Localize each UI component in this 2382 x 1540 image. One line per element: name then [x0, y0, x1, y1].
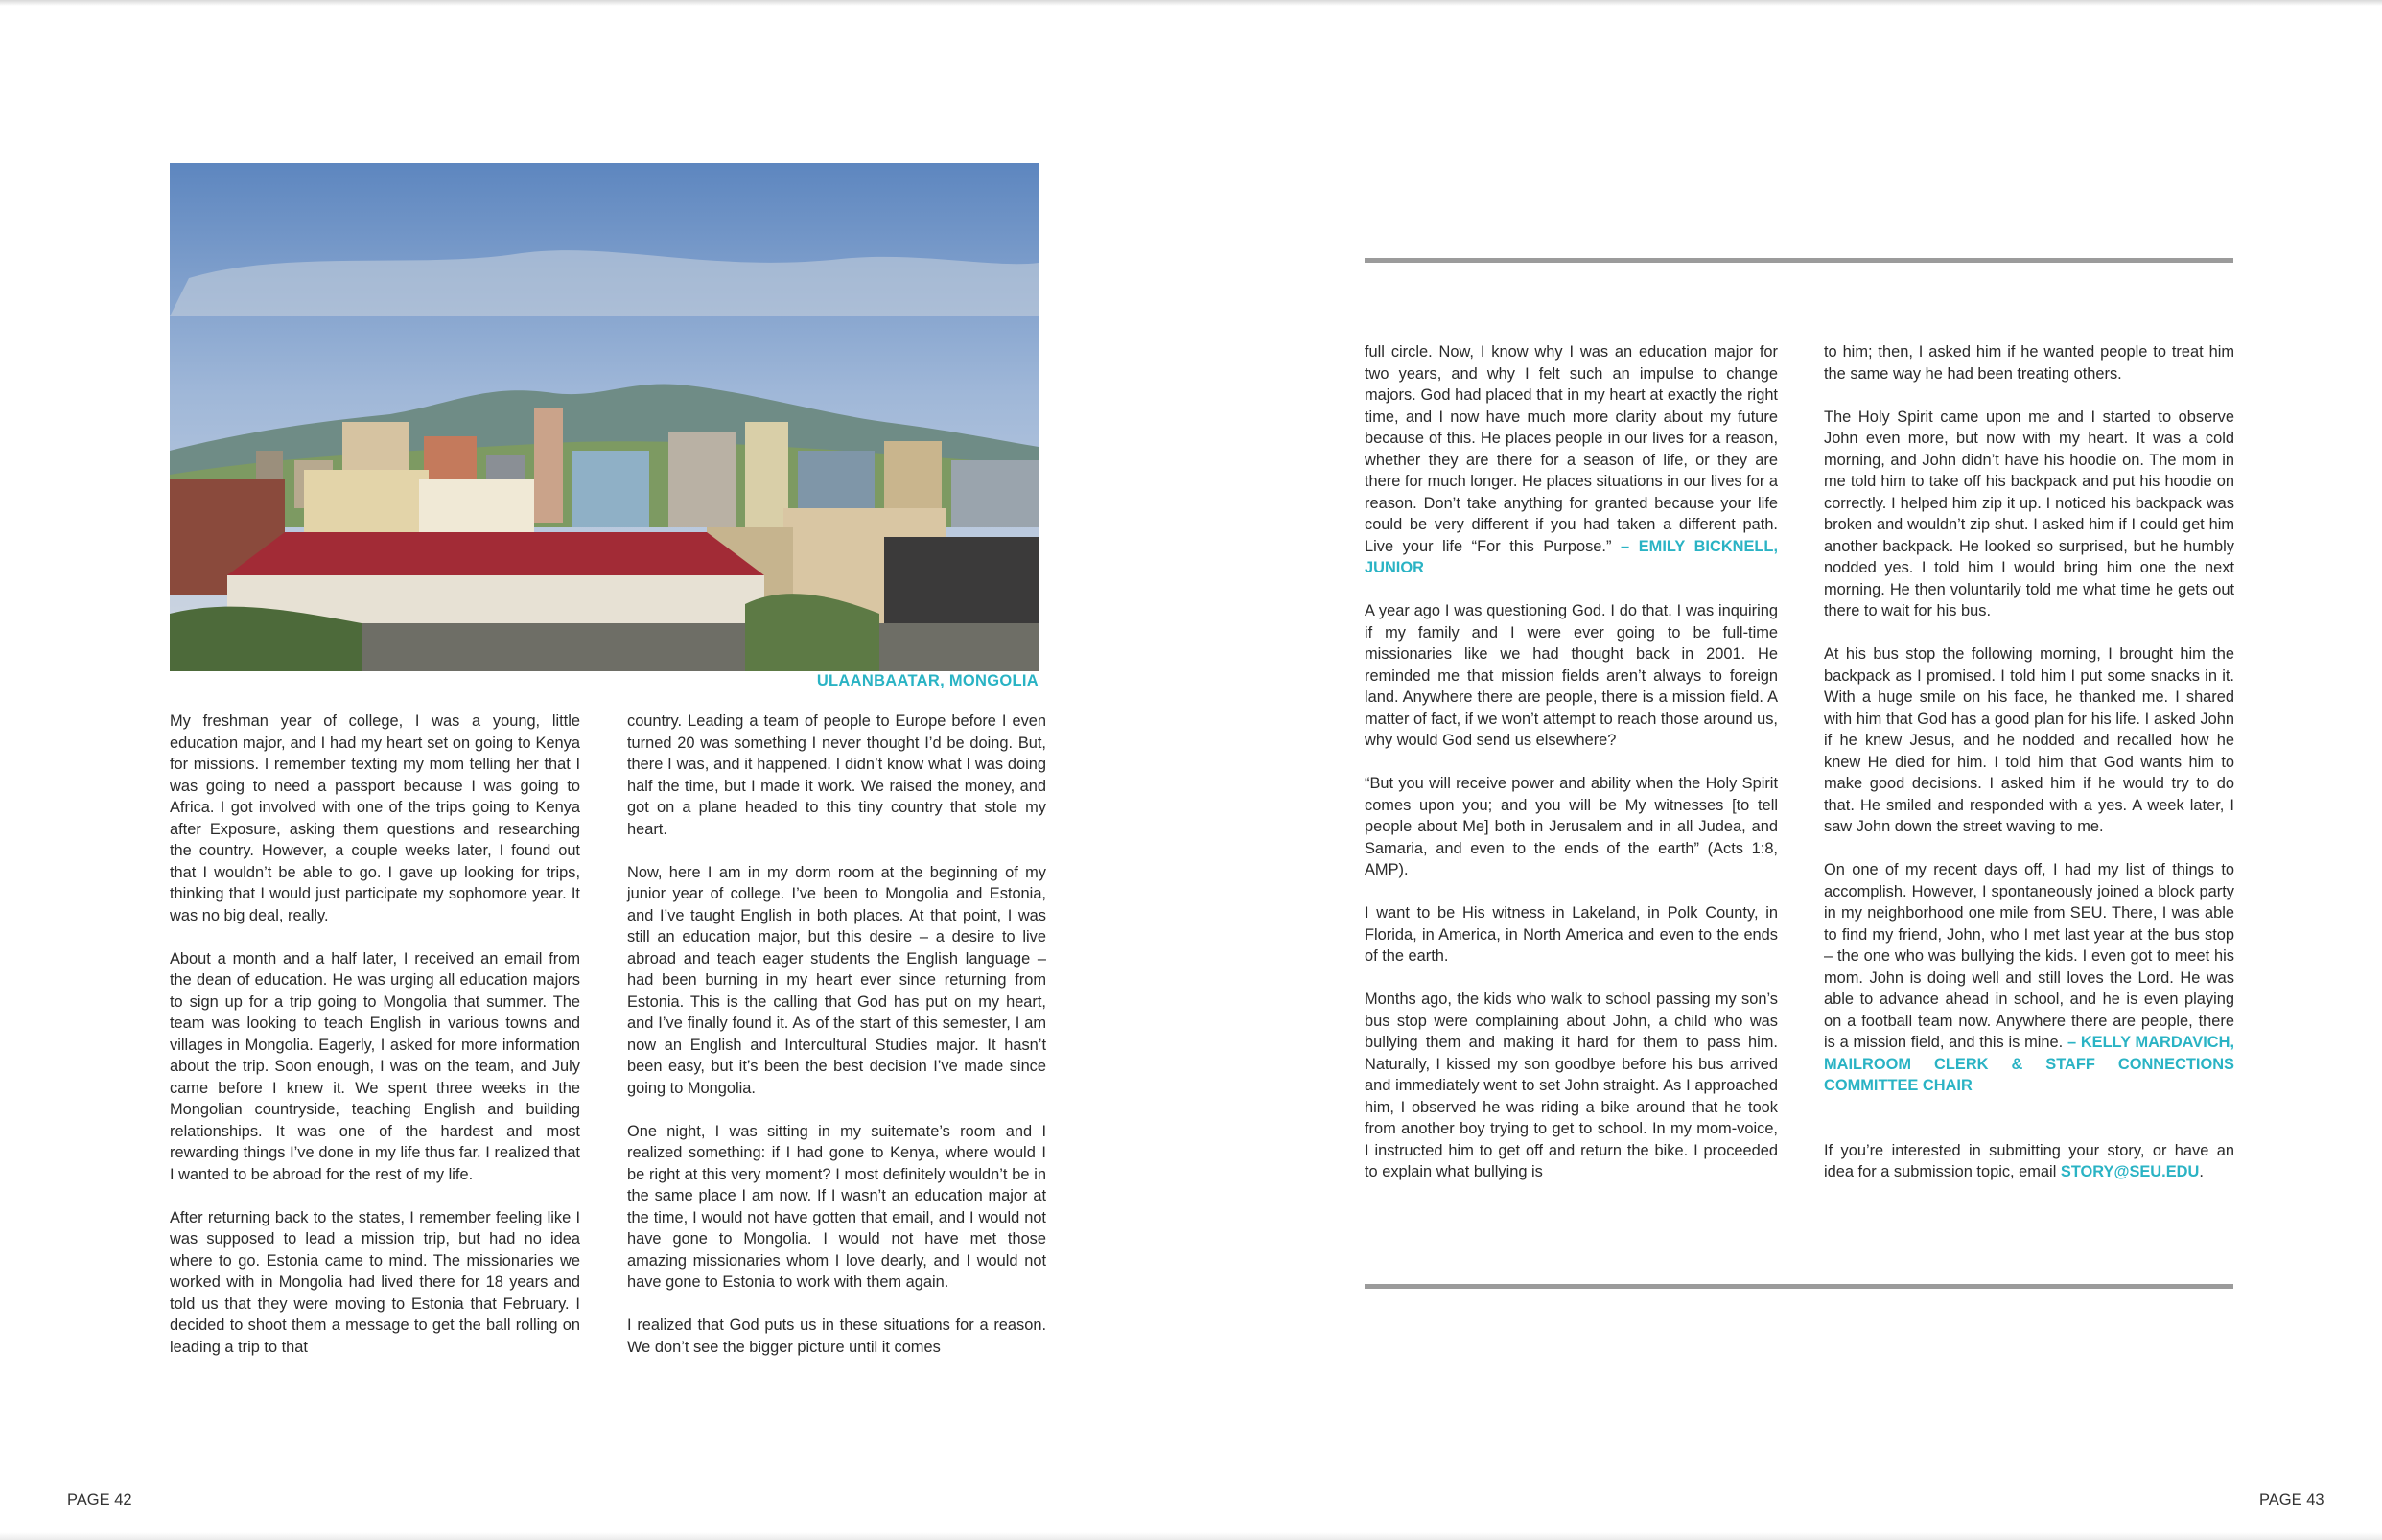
article-column-4 — [1824, 341, 2234, 1204]
paragraph: I realized that God puts us in these situations for a reason. We don’t see the bigger picture until it comes — [627, 1317, 1046, 1356]
paragraph: A year ago I was questioning God. I do that. I was inquiring if my family and I were ever going to be full-time missionaries like we had thought back in 2001. He reminded me that mission fields aren’t always to foreign land. Anywhere there are people, there is a mission field. A matter of fact, if we won’t attempt to reach those around us, why would God send us elsewhere? — [1365, 602, 1778, 749]
paragraph: “But you will receive power and ability when the Holy Spirit comes upon you; and you will be My witnesses [to tell people about Me] both in Jerusalem and in all Judea, and Samaria, and even to the ends of the earth” (Acts 1:8, AMP). — [1365, 775, 1778, 878]
page-number-right: PAGE 43 — [2259, 1491, 2324, 1508]
bottom-shadow — [0, 1532, 2382, 1540]
top-divider — [1365, 258, 2233, 263]
paragraph: Now, here I am in my dorm room at the beginning of my junior year of college. I’ve been to Mongolia and Estonia, and I’ve taught English in both places. At that point, I was still an education major, but this desire – a desire to live abroad and teach eager students the English language – had been burning in my heart ever since returning from Estonia. This is the calling that God has put on my heart, and I’ve finally found it. As of the start of this semester, I am now an English and Intercultural Studies major. It hasn’t been easy, but it’s been the best decision I’ve made since going to Mongolia. — [627, 863, 1046, 1097]
bottom-divider — [1365, 1284, 2233, 1289]
submission-note: If you’re interested in submitting your story, or have an idea for a submission topic, email STORY@SEU.EDU. — [1824, 1141, 2234, 1180]
paragraph: I want to be His witness in Lakeland, in Polk County, in Florida, in America, in North America and even to the ends of the earth. — [1365, 904, 1778, 965]
paragraph: Months ago, the kids who walk to school passing my son’s bus stop were complaining about John, a child who was bullying them and making it hard for them to pass him. Naturally, I kissed my son goodbye before his bus arrived and immediately went to set John straight. As I approached him, I observed he was riding a bike around that he took from another boy trying to get to school. In my mom-voice, I instructed him to get off and return the bike. I proceeded to explain what bullying is — [1365, 991, 1778, 1180]
article-column-3 — [1365, 341, 1778, 1204]
paragraph: At his bus stop the following morning, I brought him the backpack as I promised. I told him I put some snacks in it. With a huge smile on his face, he thanked me. I shared with him that God has a good plan for his life. I asked John if he knew Jesus, and he nodded and recalled how he knew He died for him. I told him that God wants him to make good decisions. I asked him if he would try to do that. He smiled and responded with a yes. A week later, I saw John down the street waving to me. — [1824, 645, 2234, 835]
paragraph: The Holy Spirit came upon me and I started to observe John even more, but now with my heart. It was a cold morning, and John didn’t have his hoodie on. The mom in me told him to take off his backpack and put his hoodie on correctly. I helped him zip it up. I noticed his backpack was broken and wouldn’t zip shut. I asked him if I could get him another backpack. He looked so surprised, but he humbly nodded yes. I told him I would bring him one the next morning. He then voluntarily told me what time he gets out there to wait for his bus. — [1824, 408, 2234, 619]
paragraph: full circle. Now, I know why I was an education major for two years, and why I felt such an impulse to change majors. God had placed that in my heart at exactly the right time, and I now have much more clarity about my future because of this. He places people in our lives for a reason, whether they are there for a season of life, or they are there for much longer. He places situations in our lives for a reason. Don’t take anything for granted because your life could be very different if you had taken a different path. Live your life “For this Purpose.” – EMILY BICKNELL, JUNIOR — [1365, 343, 1779, 576]
email-link[interactable]: STORY@SEU.EDU — [2060, 1163, 2200, 1180]
article-column-2 — [627, 711, 1046, 1380]
paragraph: country. Leading a team of people to Europe before I even turned 20 was something I never thought I’d be doing. But, there I was, and it happened. I didn’t know what I was doing half the time, but I made it work. We raised the money, and got on a plane headed to this tiny country that stole my heart. — [627, 712, 1046, 838]
author-signature: – KELLY MARDAVICH, MAILROOM CLERK & STAFF CONNECTIONS COMMITTEE CHAIR — [1824, 1034, 2234, 1094]
paragraph: About a month and a half later, I received an email from the dean of education. He was urging all education majors to sign up for a trip going to Mongolia that summer. The team was looking to teach English in various towns and villages in Mongolia. Eagerly, I asked for more information about the trip. Soon enough, I was on the team, and July came before I knew it. We spent three weeks in the Mongolian countryside, teaching English and building relationships. It was one of the hardest and most rewarding things I’ve done in my life thus far. I realized that I wanted to be abroad for the rest of my life. — [170, 949, 580, 1183]
author-signature: – EMILY BICKNELL, JUNIOR — [1365, 537, 1779, 576]
top-shadow — [0, 0, 2382, 6]
paragraph: After returning back to the states, I remember feeling like I was supposed to lead a mission trip, but had no idea where to go. Estonia came to mind. The missionaries we worked with in Mongolia had lived there for 18 years and told us that they were moving to Estonia that February. I decided to shoot them a message to get the ball rolling on leading a trip to that — [170, 1208, 580, 1356]
article-column-1 — [170, 711, 580, 1380]
paragraph: My freshman year of college, I was a young, little education major, and I had my heart set on going to Kenya for missions. I remember texting my mom telling her that I was going to need a passport because I was going to Africa. I got involved with one of the trips going to Kenya after Exposure, asking them questions and researching the country. However, a couple weeks later, I found out that I wouldn’t be able to go. I gave up looking for trips, thinking that I would just participate my sophomore year. It was no big deal, really. — [170, 712, 580, 924]
paragraph: to him; then, I asked him if he wanted people to treat him the same way he had been treating others. — [1824, 343, 2234, 383]
paragraph: One night, I was sitting in my suitemate’s room and I realized something: if I had gone to Kenya, where would I be right at this very moment? I most definitely wouldn’t be in the same place I am now. If I wasn’t an education major at the time, I would not have gotten that email, and I would not have gone to Mongolia. I would not have met those amazing missionaries whom I love dearly, and I would not have gone to Estonia to work with them again. — [627, 1122, 1046, 1291]
page-number-left: PAGE 42 — [67, 1491, 132, 1508]
photo-caption: ULAANBAATAR, MONGOLIA — [816, 672, 1039, 689]
paragraph: On one of my recent days off, I had my list of things to accomplish. However, I spontaneously joined a block party in my neighborhood one mile from SEU. There, I was able to find my friend, John, who I met last year at the bus stop – the one who was bullying the kids. I even got to meet his mom. John is doing well and still loves the Lord. He was able to advance ahead in school, and he is even playing on a football team now. Anywhere there are people, there is a mission field, and this is mine. – KELLY MARDAVICH, MAILROOM CLERK & STAFF CONNECTIONS COMMITTEE CHAIR — [1824, 861, 2234, 1094]
ulaanbaatar-photo — [170, 163, 1039, 671]
